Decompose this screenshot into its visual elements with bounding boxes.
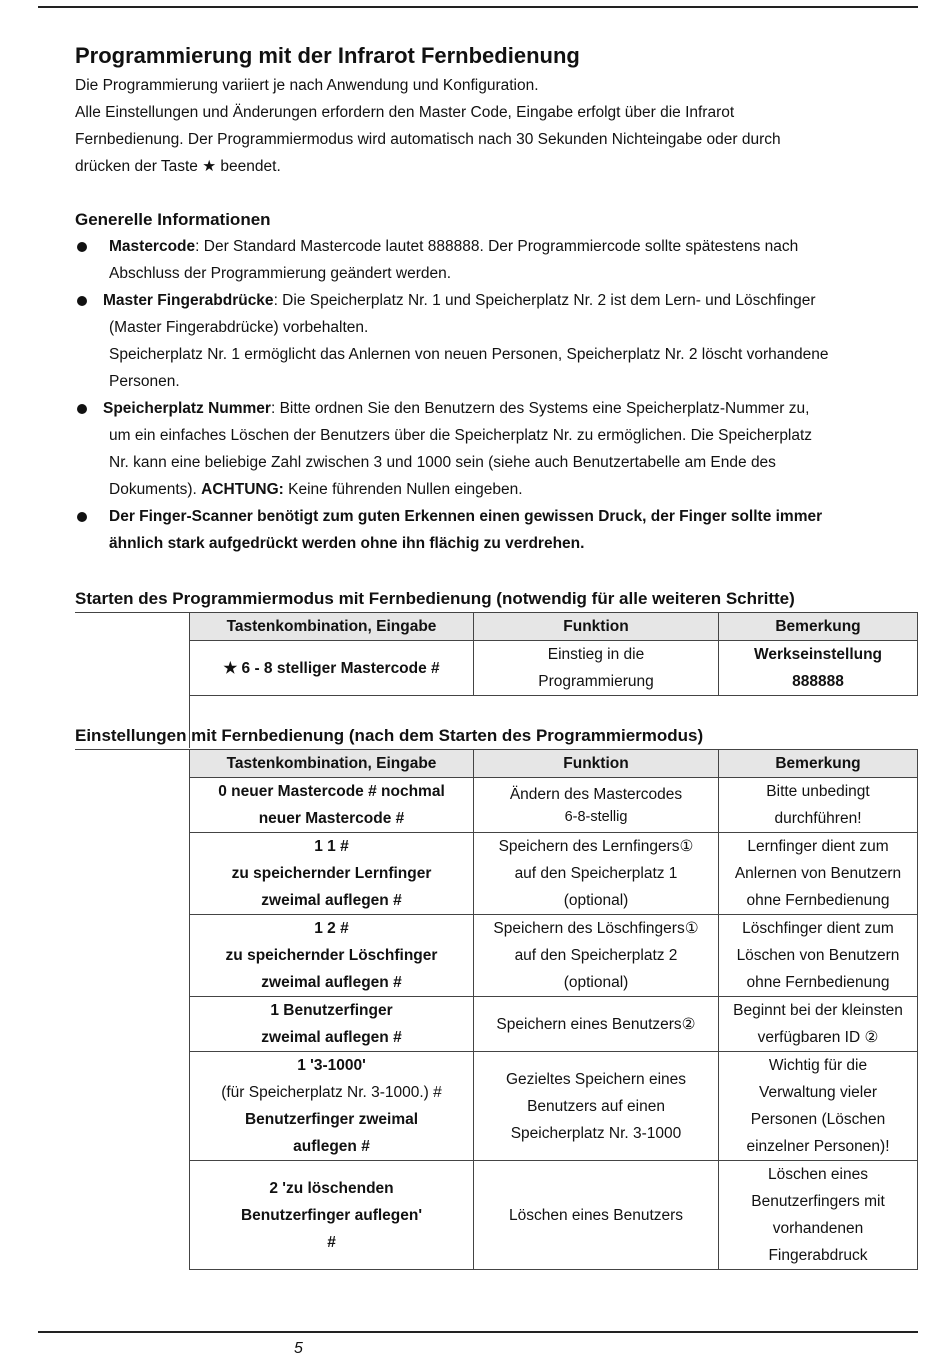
function-cell <box>474 1161 719 1270</box>
cell-line: Lernfinger dient zum <box>747 838 889 855</box>
bullet-continuation: ähnlich stark aufgedrückt werden ohne ihn flächig zu verdrehen. <box>109 535 585 552</box>
cell-line: 1 Benutzerfinger <box>270 1002 393 1019</box>
column-header: Bemerkung <box>719 750 918 778</box>
bullet-label: Master Fingerabdrücke <box>103 292 274 309</box>
cell-line: Gezieltes Speichern eines <box>505 1070 687 1088</box>
top-rule <box>38 6 918 8</box>
column-header: Tastenkombination, Eingabe <box>190 613 474 641</box>
bullet-text: : Bitte ordnen Sie den Benutzern des Systems eine Speicherplatz-Nummer zu, <box>270 400 810 417</box>
function-cell <box>474 997 719 1052</box>
section1-divider <box>75 612 189 613</box>
cell-line: vorhandenen <box>772 1220 864 1237</box>
table-row <box>190 915 918 997</box>
cell-line: Verwaltung vieler <box>758 1084 878 1101</box>
list-item <box>75 503 920 557</box>
intro-line-3: Fernbedienung. Der Programmiermodus wird automatisch nach 30 Sekunden Nichteingabe oder durch <box>75 131 781 148</box>
table-row <box>190 997 918 1052</box>
bullet-icon <box>77 242 87 252</box>
cell-line: Beginnt bei der kleinsten <box>733 1002 903 1019</box>
general-list <box>75 233 920 557</box>
bullet-text: : Der Standard Mastercode lautet 888888. Der Programmiercode sollte spätestens nach <box>195 238 799 255</box>
cell-line: Speichern des Löschfingers① <box>493 920 699 937</box>
key-cell <box>190 1161 474 1270</box>
key-cell: ★ 6 - 8 stelliger Mastercode # <box>190 641 474 696</box>
cell-line: 2 'zu löschenden <box>269 1179 394 1197</box>
note-cell <box>719 778 918 833</box>
function-cell <box>474 641 719 696</box>
cell-line: 6-8-stellig <box>564 809 628 825</box>
list-item <box>75 395 920 503</box>
bullet-label: Speicherplatz Nummer <box>103 400 271 417</box>
cell-line: ohne Fernbedienung <box>746 892 890 909</box>
table-row <box>190 1161 918 1270</box>
cell-line: verfügbaren ID ② <box>757 1029 879 1046</box>
bullet-continuation: Abschluss der Programmierung geändert werden. <box>109 265 452 282</box>
key-cell <box>190 997 474 1052</box>
table-row <box>190 1052 918 1161</box>
bullet-icon <box>77 512 87 522</box>
bullet-continuation: Speicherplatz Nr. 1 ermöglicht das Anlernen von neuen Personen, Speicherplatz Nr. 2 löscht vorhandene <box>109 346 829 363</box>
note-cell <box>719 833 918 915</box>
bullet-continuation: (Master Fingerabdrücke) vorbehalten. <box>109 319 369 336</box>
table-row <box>190 641 918 696</box>
table-header-row <box>190 750 918 778</box>
cell-line: Werkseinstellung <box>753 646 883 663</box>
cell-line: Löschen eines <box>768 1166 868 1183</box>
cell-line: Speicherplatz Nr. 3-1000 <box>510 1124 682 1142</box>
section2-divider <box>75 749 189 750</box>
intro-line-1: Die Programmierung variiert je nach Anwendung und Konfiguration. <box>75 77 539 94</box>
cell-line: 1 '3-1000' <box>297 1057 366 1074</box>
section2-heading: Einstellungen mit Fernbedienung (nach dem Starten des Programmiermodus) <box>75 726 704 745</box>
bullet-text: Der Finger-Scanner benötigt zum guten Erkennen einen gewissen Druck, der Finger sollte immer <box>109 508 823 525</box>
table-row <box>190 833 918 915</box>
cell-line: Benutzers auf einen <box>527 1097 665 1115</box>
bullet-continuation: Nr. kann eine beliebige Zahl zwischen 3 und 1000 sein (siehe auch Benutzertabelle am Ende des <box>109 454 776 471</box>
function-cell <box>474 778 719 833</box>
cell-line: Benutzerfinger auflegen' <box>240 1206 423 1224</box>
list-item <box>75 287 920 395</box>
cell-line: Bitte unbedingt <box>766 783 870 800</box>
note-cell <box>719 915 918 997</box>
cell-line: einzelner Personen)! <box>746 1138 890 1155</box>
section1-heading: Starten des Programmiermodus mit Fernbedienung (notwendig für alle weiteren Schritte) <box>75 589 795 608</box>
cell-line: ohne Fernbedienung <box>746 974 890 991</box>
cell-line: (optional) <box>563 974 629 991</box>
column-header: Funktion <box>474 750 719 778</box>
function-cell <box>474 1052 719 1161</box>
intro-line-4: drücken der Taste ★ beendet. <box>75 158 281 175</box>
text-span: Keine führenden Nullen eingeben. <box>283 481 523 498</box>
cell-line: 1 2 # <box>314 920 349 937</box>
note-cell <box>719 1161 918 1270</box>
cell-line: zu speichernder Löschfinger <box>225 947 438 964</box>
page-content <box>75 40 920 557</box>
warning-label: ACHTUNG: <box>201 481 284 498</box>
cell-line: auf den Speicherplatz 2 <box>514 947 678 964</box>
note-cell <box>719 641 918 696</box>
text-span: Dokuments). <box>109 481 202 498</box>
general-heading: Generelle Informationen <box>75 210 271 229</box>
bullet-label: Mastercode <box>109 238 196 255</box>
key-cell <box>190 778 474 833</box>
cell-line: Personen (Löschen <box>750 1111 886 1128</box>
cell-line: Benutzerfingers mit <box>751 1193 885 1210</box>
cell-line: Ändern des Mastercodes <box>509 786 683 803</box>
column-header: Bemerkung <box>719 613 918 641</box>
section2-table <box>189 749 918 1270</box>
cell-line: zu speichernder Lernfinger <box>231 865 432 882</box>
bullet-text: : Die Speicherplatz Nr. 1 und Speicherplatz Nr. 2 ist dem Lern- und Löschfinger <box>273 292 816 309</box>
cell-line: zweimal auflegen # <box>261 974 402 991</box>
cell-line: 0 neuer Mastercode # nochmal <box>218 783 445 800</box>
table-header-row <box>190 613 918 641</box>
column-header: Tastenkombination, Eingabe <box>190 750 474 778</box>
function-cell <box>474 915 719 997</box>
cell-line: zweimal auflegen # <box>261 1029 402 1046</box>
cell-line: Löschen eines Benutzers <box>508 1206 684 1224</box>
cell-line: zweimal auflegen # <box>261 892 402 909</box>
bullet-icon <box>77 404 87 414</box>
bullet-icon <box>77 296 87 306</box>
cell-line: Löschen von Benutzern <box>736 947 900 964</box>
cell-line: Speichern des Lernfingers① <box>498 838 694 855</box>
cell-line: Benutzerfinger zweimal <box>244 1111 419 1128</box>
bullet-continuation: Personen. <box>109 373 180 390</box>
cell-line: neuer Mastercode # <box>258 810 405 827</box>
table-row <box>190 778 918 833</box>
intro-line-2: Alle Einstellungen und Änderungen erfordern den Master Code, Eingabe erfolgt über die Infrarot <box>75 104 735 121</box>
column-header: Funktion <box>474 613 719 641</box>
page-title: Programmierung mit der Infrarot Fernbedienung <box>75 43 580 68</box>
cell-line: durchführen! <box>774 810 862 827</box>
bottom-rule <box>38 1331 918 1333</box>
cell-line: Löschfinger dient zum <box>742 920 894 937</box>
cell-line: # <box>327 1233 336 1251</box>
cell-line: Fingerabdruck <box>768 1247 868 1264</box>
cell-line: auf den Speicherplatz 1 <box>514 865 678 882</box>
page-number: 5 <box>294 1340 303 1357</box>
key-cell <box>190 1052 474 1161</box>
cell-line: auflegen # <box>293 1138 370 1155</box>
note-cell <box>719 997 918 1052</box>
key-cell <box>190 833 474 915</box>
cell-line: (für Speicherplatz Nr. 3-1000.) # <box>221 1084 442 1101</box>
note-cell <box>719 1052 918 1161</box>
key-cell <box>190 915 474 997</box>
cell-line: 1 1 # <box>314 838 349 855</box>
bullet-continuation: um ein einfaches Löschen der Benutzers über die Speicherplatz Nr. zu ermöglichen. Die Speicherplatz <box>109 427 813 444</box>
cell-line: 888888 <box>792 673 844 690</box>
bullet-continuation <box>103 476 920 503</box>
cell-line: Speichern eines Benutzers② <box>496 1015 696 1033</box>
function-cell <box>474 833 719 915</box>
cell-line: (optional) <box>563 892 629 909</box>
cell-line: Programmierung <box>538 673 654 690</box>
list-item <box>75 233 920 287</box>
cell-line: Anlernen von Benutzern <box>734 865 902 882</box>
cell-line: Einstieg in die <box>547 646 645 663</box>
cell-line: Wichtig für die <box>768 1057 868 1074</box>
